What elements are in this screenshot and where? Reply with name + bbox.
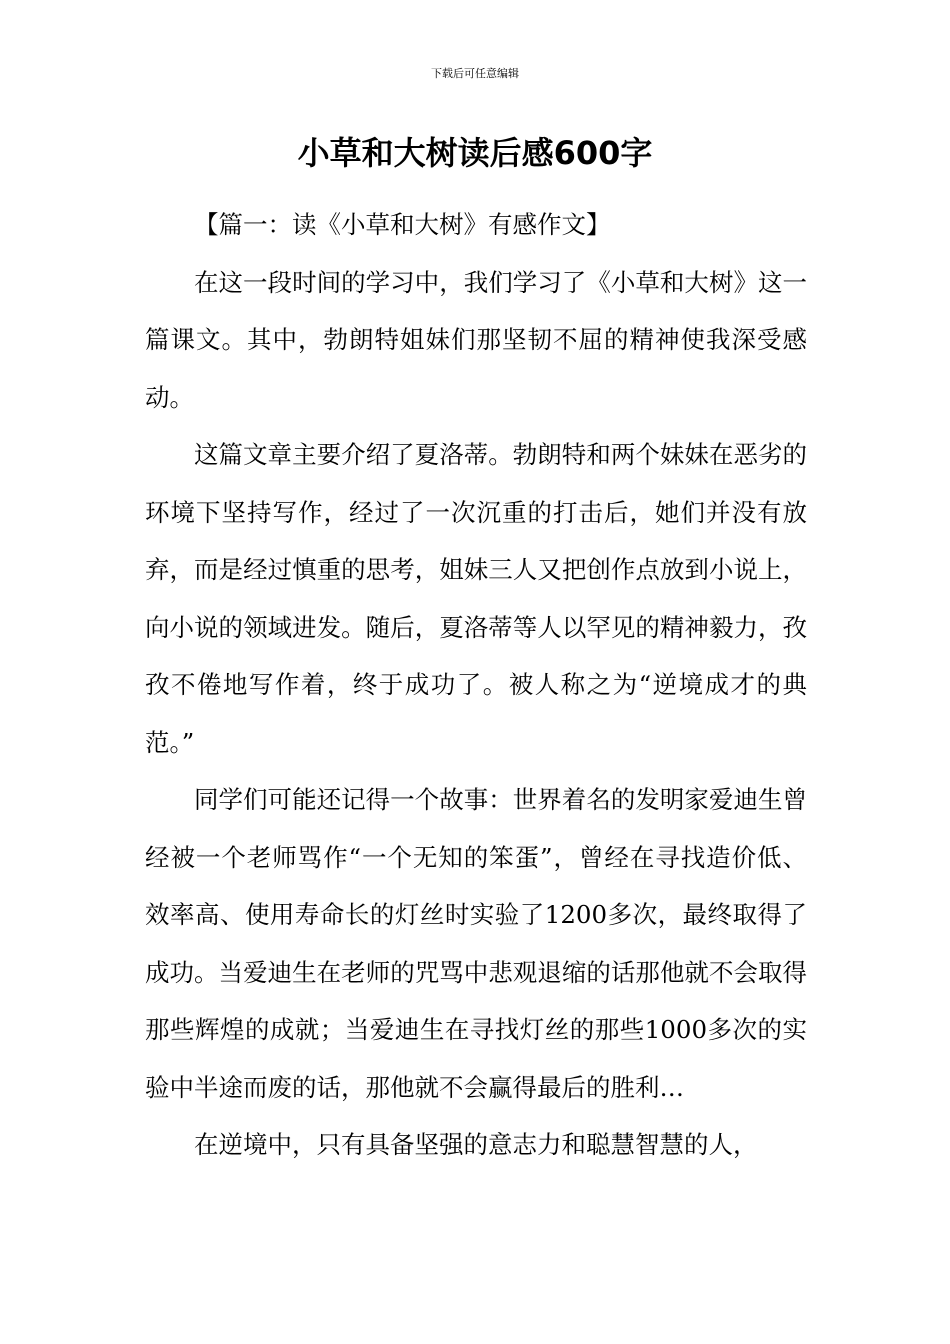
- paragraph-1: 在这一段时间的学习中，我们学习了《小草和大树》这一篇课文。其中，勃朗特姐妹们那坚韧不屈的精神使我深受感动。: [145, 267, 807, 412]
- document-body: [145, 196, 807, 1174]
- paragraph-3: 同学们可能还记得一个故事：世界着名的发明家爱迪生曾经被一个老师骂作“一个无知的笨蛋”，曾经在寻找造价低、效率高、使用寿命长的灯丝时实验了1200多次，最终取得了成功。当爱迪生在老师的咒骂中悲观退缩的话那他就不会取得那些辉煌的成就；当爱迪生在寻找灯丝的那些1000多次的实验中半途而废的话，那他就不会赢得最后的胜利…: [145, 785, 807, 1102]
- header-note: 下载后可任意编辑: [431, 67, 519, 80]
- section-heading: 【篇一：读《小草和大树》有感作文】: [194, 210, 611, 239]
- paragraph-2: 这篇文章主要介绍了夏洛蒂。勃朗特和两个妹妹在恶劣的环境下坚持写作，经过了一次沉重的打击后，她们并没有放弃，而是经过慎重的思考，姐妹三人又把创作点放到小说上，向小说的领域进发。随后，夏洛蒂等人以罕见的精神毅力，孜孜不倦地写作着，终于成功了。被人称之为“逆境成才的典范。”: [145, 440, 807, 757]
- page-title: 小草和大树读后感600字: [297, 134, 653, 172]
- paragraph-4: 在逆境中，只有具备坚强的意志力和聪慧智慧的人，: [194, 1130, 758, 1159]
